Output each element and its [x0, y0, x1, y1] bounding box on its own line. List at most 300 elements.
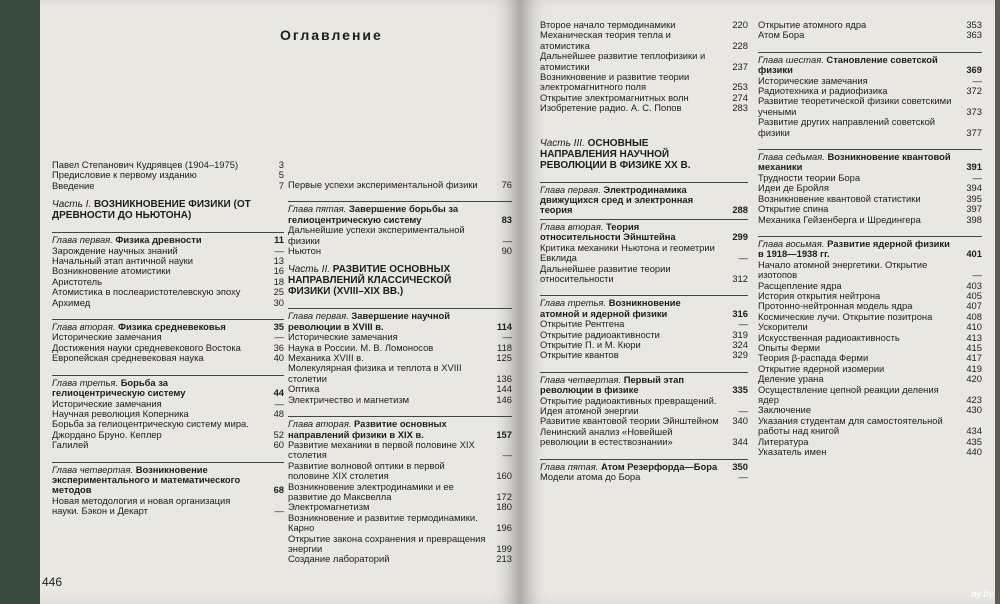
- toc-entry: [52, 440, 284, 450]
- toc-section-label: Глава вторая.: [52, 321, 119, 333]
- toc-entry: [540, 472, 748, 482]
- toc-section-label: Глава первая.: [540, 183, 604, 195]
- toc-entry-title: [540, 350, 722, 360]
- toc-entry-title: [540, 427, 722, 448]
- toc-entry-text: Открытие электромагнитных волн: [540, 91, 689, 103]
- toc-entry-title: [758, 152, 956, 173]
- toc-page-number: 319: [732, 328, 748, 340]
- toc-page-number: 335: [732, 384, 748, 396]
- toc-entry-text: Осуществление цепной реакции деления ядер: [758, 383, 939, 405]
- toc-page-number: 172: [496, 490, 512, 502]
- toc-page-number: 118: [497, 341, 512, 353]
- toc-page-number: 196: [496, 522, 512, 534]
- toc-entry-text: Физика древности: [115, 234, 202, 246]
- toc-entry-text: Деление урана: [758, 373, 824, 385]
- toc-entry: [288, 246, 512, 256]
- toc-entry-text: Электромагнетизм: [288, 501, 370, 513]
- toc-entry-text: Развитие других направлений советской физики: [758, 116, 936, 138]
- toc-entry-text: Теория относительности Эйнштейна: [540, 220, 676, 243]
- chapter-divider: [52, 232, 284, 233]
- toc-page-number: —: [738, 404, 748, 416]
- toc-chapter-heading: [52, 465, 284, 496]
- toc-page-number: 220: [732, 19, 748, 30]
- toc-entry-text: Начальный этап античной науки: [52, 255, 193, 267]
- toc-entry-text: Развитие волновой оптики в первой половине XIX столетия: [288, 459, 445, 482]
- toc-entry-title: [288, 482, 486, 503]
- toc-entry-title: [52, 440, 258, 450]
- toc-page-number: 403: [966, 279, 982, 291]
- toc-entry-text: Исторические замечания: [52, 331, 162, 343]
- toc-entry-title: [758, 96, 956, 117]
- toc-page-number: 160: [496, 470, 512, 482]
- toc-page-number: 30: [273, 296, 284, 308]
- toc-section-label: Глава третья.: [540, 297, 609, 309]
- toc-entry-text: Второе начало термодинамики: [540, 19, 676, 30]
- toc-section-label: Глава восьмая.: [758, 237, 828, 249]
- toc-page-number: 420: [966, 373, 982, 385]
- toc-page-number: 237: [732, 60, 748, 72]
- toc-entry-text: Научная революция Коперника: [52, 407, 189, 419]
- toc-entry-text: Развитие теоретической физики советскими учеными: [758, 95, 952, 117]
- toc-page-number: —: [972, 269, 982, 281]
- toc-entry: [288, 554, 512, 564]
- toc-page-number: 36: [273, 341, 284, 353]
- toc-entry-text: Павел Степанович Кудрявцев (1904–1975): [52, 159, 239, 170]
- toc-entry-title: [288, 440, 486, 461]
- toc-page-number: 435: [966, 435, 982, 447]
- toc-section-label: Глава третья.: [52, 376, 121, 388]
- toc-entry-text: Возникновение экспериментального и математического методов: [52, 463, 241, 496]
- toc-page-number: 394: [966, 182, 982, 194]
- toc-entry-text: Борьба за гелиоцентрическую систему: [52, 376, 186, 399]
- toc-entry-text: ВОЗНИКНОВЕНИЕ ФИЗИКИ (ОТ ДРЕВНОСТИ ДО НЬЮТОНА): [52, 199, 251, 222]
- toc-entry-text: Открытие радиоактивных превращений. Идея атомной энергии: [540, 394, 717, 416]
- toc-entry-text: Молекулярная физика и теплота в XVIII столетии: [288, 362, 462, 384]
- toc-entry-title: [758, 30, 956, 40]
- toc-entry-text: Аристотель: [52, 275, 103, 287]
- toc-entry-text: Механика XVIII в.: [288, 352, 364, 364]
- toc-page-number: 324: [732, 338, 748, 350]
- toc-entry-text: Открытие атомного ядра: [758, 19, 867, 30]
- toc-entry-title: [52, 419, 258, 440]
- toc-entry-title: [52, 353, 258, 363]
- toc-entry-title: [540, 298, 722, 319]
- toc-page-number: 60: [273, 439, 284, 451]
- toc-entry-text: Электричество и магнетизм: [288, 393, 410, 405]
- toc-entry-text: Развитие квантовой теории Эйнштейном: [540, 415, 719, 427]
- toc-section-label: Глава седьмая.: [758, 151, 828, 163]
- toc-entry-text: Развитие ядерной физики в 1918—1938 гг.: [758, 237, 950, 260]
- toc-entry-text: Ленинский анализ «Новейшей революции в естествознании»: [540, 425, 673, 448]
- toc-entry-text: Трудности теории Бора: [758, 171, 861, 183]
- toc-page-number: 52: [273, 428, 284, 440]
- toc-entry: [758, 117, 982, 138]
- watermark-text: ay.by: [970, 589, 994, 600]
- toc-entry-text: Исторические замечания: [288, 331, 398, 343]
- toc-page-number: 407: [966, 300, 982, 312]
- toc-page-number: 213: [496, 553, 512, 565]
- toc-entry-text: Открытие Рентгена: [540, 318, 625, 330]
- toc-chapter-heading: [288, 204, 512, 225]
- toc-page-number: 40: [273, 352, 284, 364]
- toc-entry-text: Открытие закона сохранения и превращения энергии: [288, 532, 486, 554]
- toc-page-number: —: [738, 471, 748, 482]
- toc-entry-text: Дальнейшее развитие теории относительности: [540, 262, 671, 284]
- toc-entry-title: [288, 180, 486, 190]
- toc-page-number: 5: [278, 169, 284, 181]
- spacer: [758, 138, 982, 146]
- toc-section-label: Глава четвертая.: [52, 463, 136, 475]
- toc-entry-text: Ньютон: [288, 245, 322, 257]
- toc-entry-title: [540, 222, 722, 243]
- toc-entry-text: Введение: [52, 179, 95, 191]
- toc-page-number: 408: [966, 310, 982, 322]
- chapter-divider: [540, 182, 748, 183]
- toc-column-4: [758, 20, 982, 457]
- toc-page-number: 410: [966, 321, 982, 333]
- toc-entry: [540, 396, 748, 417]
- toc-entry-title: [540, 264, 722, 285]
- toc-page-number: —: [274, 331, 284, 343]
- toc-part-heading: [540, 138, 748, 171]
- chapter-divider: [540, 219, 748, 220]
- toc-page-number: 44: [273, 387, 284, 399]
- toc-entry-title: [540, 51, 722, 72]
- toc-page-number: 395: [966, 192, 982, 204]
- spacer: [52, 364, 284, 372]
- toc-chapter-heading: [288, 311, 512, 332]
- toc-entry-text: Литература: [758, 435, 809, 447]
- toc-chapter-heading: [288, 419, 512, 440]
- toc-entry-text: Зарождение научных знаний: [52, 244, 178, 256]
- toc-entry-title: [288, 311, 486, 332]
- toc-page-number: 419: [966, 362, 982, 374]
- spacer: [288, 297, 512, 305]
- toc-entry: [758, 215, 982, 225]
- toc-entry-title: [288, 419, 486, 440]
- toc-page-number: 199: [496, 542, 512, 554]
- toc-entry-title: [758, 239, 956, 260]
- toc-page-number: 299: [732, 231, 748, 243]
- toc-entry-text: Открытие П. и М. Кюри: [540, 338, 641, 350]
- toc-entry-title: [758, 215, 956, 225]
- toc-entry-title: [758, 55, 956, 76]
- toc-entry: [758, 385, 982, 406]
- toc-page-number: 363: [966, 29, 982, 41]
- toc-part-heading: [288, 264, 512, 297]
- toc-page-number: 397: [966, 203, 982, 215]
- toc-entry-text: Атомистика в послеаристотелевскую эпоху: [52, 286, 241, 298]
- toc-chapter-heading: [540, 375, 748, 396]
- toc-chapter-heading: [758, 55, 982, 76]
- toc-entry-title: [288, 225, 486, 246]
- toc-entry-text: Предисловие к первому изданию: [52, 169, 197, 181]
- toc-page-number: 18: [273, 275, 284, 287]
- toc-entry-title: [288, 554, 486, 564]
- chapter-divider: [758, 52, 982, 53]
- toc-column-2: [288, 180, 512, 565]
- toc-section-label: Глава шестая.: [758, 53, 827, 65]
- toc-page-number: 350: [732, 460, 748, 472]
- toc-entry: [540, 243, 748, 264]
- toc-section-label: Глава пятая.: [540, 460, 601, 472]
- toc-page-number: 377: [966, 126, 982, 138]
- toc-page-number: 417: [966, 352, 982, 364]
- toc-entry-text: Механика Гейзенберга и Шредингера: [758, 213, 921, 225]
- toc-entry: [52, 496, 284, 517]
- toc-chapter-heading: [540, 222, 748, 243]
- right-page: [520, 0, 995, 604]
- toc-entry-title: [288, 461, 486, 482]
- toc-section-label: Глава пятая.: [288, 203, 349, 215]
- toc-page-number: —: [502, 331, 512, 343]
- toc-entry-title: [52, 465, 258, 496]
- toc-page-number: 146: [496, 393, 512, 405]
- toc-entry-title: [288, 395, 486, 405]
- toc-entry-text: Указатель имен: [758, 446, 827, 458]
- chapter-divider: [52, 375, 284, 376]
- toc-entry: [52, 181, 284, 191]
- toc-entry-text: Критика механики Ньютона и геометрии Евклида: [540, 241, 715, 264]
- toc-page-number: 83: [501, 213, 512, 225]
- toc-page-number: 253: [732, 81, 748, 93]
- toc-page-number: 398: [966, 213, 982, 225]
- toc-entry-text: Космические лучи. Открытие позитрона: [758, 310, 933, 322]
- toc-entry-text: Открытие квантов: [540, 349, 619, 361]
- toc-page-number: 274: [732, 91, 748, 103]
- toc-entry-text: Ускорители: [758, 321, 808, 333]
- toc-page-number: 90: [501, 245, 512, 257]
- toc-entry-text: Начало атомной энергетики. Открытие изотопов: [758, 258, 928, 281]
- toc-entry-text: Исторические замечания: [758, 74, 868, 86]
- toc-entry: [540, 350, 748, 360]
- toc-entry-text: Исторические замечания: [52, 397, 162, 409]
- toc-entry-title: [52, 496, 258, 517]
- toc-page-number: 228: [732, 39, 748, 51]
- toc-page-number: 68: [273, 484, 284, 496]
- toc-entry: [288, 482, 512, 503]
- spacer: [758, 41, 982, 49]
- toc-entry-text: Оптика: [288, 383, 320, 395]
- toc-entry-title: [52, 378, 258, 399]
- toc-entry: [758, 416, 982, 437]
- toc-entry-text: Открытие радиоактивности: [540, 328, 660, 340]
- toc-page-number: 11: [274, 234, 284, 246]
- toc-page-number: 180: [496, 501, 512, 513]
- toc-entry-title: [540, 243, 722, 264]
- toc-entry-text: Возникновение атомистики: [52, 265, 171, 277]
- toc-entry-title: [758, 447, 956, 457]
- toc-entry: [288, 225, 512, 246]
- chapter-divider: [52, 462, 284, 463]
- toc-entry-text: Электродинамика движущихся сред и электронная теория: [540, 183, 694, 216]
- page-number: 446: [42, 575, 63, 589]
- toc-section-label: Глава вторая.: [288, 418, 355, 430]
- toc-page-number: 136: [496, 372, 512, 384]
- toc-entry: [288, 395, 512, 405]
- toc-page-number: —: [972, 74, 982, 86]
- spacer: [540, 284, 748, 292]
- toc-entry-text: Опыты Ферми: [758, 341, 820, 353]
- toc-entry-text: Возникновение квантовой механики: [758, 151, 951, 173]
- toc-chapter-heading: [540, 185, 748, 216]
- toc-page-number: 48: [273, 407, 284, 419]
- toc-page-number: 144: [496, 383, 512, 395]
- toc-entry-text: Атом Бора: [758, 29, 805, 41]
- toc-entry: [52, 419, 284, 440]
- toc-entry: [288, 363, 512, 384]
- toc-page-number: 391: [966, 161, 982, 173]
- toc-page-number: 372: [966, 85, 982, 97]
- chapter-divider: [288, 308, 512, 309]
- toc-page-number: 430: [966, 404, 982, 416]
- toc-page-number: 405: [966, 289, 982, 301]
- chapter-divider: [758, 236, 982, 237]
- toc-section-label: Часть III.: [540, 137, 588, 149]
- toc-page-number: 329: [732, 349, 748, 361]
- spacer: [540, 114, 748, 122]
- toc-entry-text: Возникновение атомной и ядерной физики: [540, 297, 681, 319]
- toc-entry-title: [52, 298, 258, 308]
- toc-page-number: —: [274, 505, 284, 517]
- toc-page-number: 413: [966, 331, 982, 343]
- toc-entry-text: Атом Резерфорда—Бора: [601, 460, 718, 472]
- toc-entry-text: Завершение борьбы за гелиоцентрическую систему: [288, 203, 459, 225]
- toc-page-number: 13: [273, 255, 284, 267]
- toc-page-number: 3: [278, 159, 284, 170]
- toc-chapter-heading: [758, 239, 982, 260]
- toc-page-number: —: [274, 397, 284, 409]
- toc-entry-title: [288, 513, 486, 534]
- chapter-divider: [758, 149, 982, 150]
- toc-entry-text: Механическая теория тепла и атомистика: [540, 29, 671, 51]
- toc-entry-text: Достижения науки средневекового Востока: [52, 341, 241, 353]
- toc-entry-text: Модели атома до Бора: [540, 471, 641, 482]
- spacer: [52, 191, 284, 199]
- toc-page-number: —: [502, 449, 512, 461]
- toc-page-number: —: [502, 234, 512, 246]
- toc-page-number: 35: [273, 321, 284, 333]
- spacer: [52, 308, 284, 316]
- toc-entry-text: Развитие механики в первой половине XIX столетия: [288, 438, 475, 461]
- toc-entry-title: [288, 534, 486, 555]
- toc-entry-text: Изобретение радио. А. С. Попов: [540, 102, 682, 114]
- toc-section-label: Глава первая.: [288, 310, 352, 322]
- toc-page-number: 440: [966, 446, 982, 458]
- toc-entry-title: [540, 472, 722, 482]
- toc-page-number: 76: [501, 179, 512, 190]
- toc-entry-text: Галилей: [52, 439, 89, 451]
- toc-chapter-heading: [540, 298, 748, 319]
- toc-section-label: Часть II.: [288, 264, 333, 276]
- toc-entry: [288, 461, 512, 482]
- toc-entry: [540, 264, 748, 285]
- toc-entry-title: [758, 260, 956, 281]
- toc-entry: [540, 427, 748, 448]
- spacer: [288, 405, 512, 413]
- toc-column-1: [52, 160, 284, 517]
- toc-entry: [288, 440, 512, 461]
- toc-entry-title: [758, 385, 956, 406]
- toc-page-number: 423: [966, 394, 982, 405]
- toc-page-number: 415: [966, 341, 982, 353]
- toc-entry: [540, 30, 748, 51]
- toc-entry-title: [540, 72, 722, 93]
- spacer: [288, 256, 512, 264]
- toc-page-number: 16: [273, 265, 284, 277]
- toc-entry-text: Развитие основных направлений физики в XIX в.: [288, 418, 447, 440]
- toc-entry-text: Возникновение и развитие теории электромагнитного поля: [540, 71, 690, 93]
- toc-page-number: —: [738, 252, 748, 264]
- toc-entry-text: Указания студентам для самостоятельной работы над книгой: [758, 414, 943, 437]
- toc-entry-text: Физика средневековья: [118, 321, 226, 333]
- toc-column-3: [540, 20, 748, 482]
- spacer: [758, 225, 982, 233]
- toc-page-number: 369: [966, 64, 982, 76]
- toc-page-number: 316: [732, 307, 748, 319]
- toc-page-number: 401: [966, 248, 982, 260]
- toc-entry-title: [540, 375, 722, 396]
- toc-entry-title: [540, 138, 722, 171]
- toc-entry: [758, 260, 982, 281]
- spacer: [540, 448, 748, 456]
- toc-page-number: 7: [278, 179, 284, 191]
- toc-page-number: 434: [966, 425, 982, 437]
- page-heading: Оглавление: [280, 27, 383, 43]
- toc-page-number: 25: [273, 286, 284, 298]
- toc-entry-text: Идеи де Бройля: [758, 182, 829, 194]
- toc-section-label: Глава вторая.: [540, 220, 607, 232]
- toc-entry-title: [540, 30, 722, 51]
- toc-section-label: Глава четвертая.: [540, 373, 624, 385]
- toc-page-number: 373: [966, 105, 982, 117]
- toc-entry-text: ОСНОВНЫЕ НАПРАВЛЕНИЯ НАУЧНОЙ РЕВОЛЮЦИИ В ФИЗИКЕ XX В.: [540, 137, 691, 171]
- book-cover-edge: [0, 0, 40, 604]
- toc-entry-text: Открытие ядерной изомерии: [758, 362, 885, 374]
- spacer: [540, 130, 748, 138]
- toc-page-number: 340: [732, 415, 748, 427]
- toc-entry-text: Теория β-распада Ферми: [758, 352, 869, 364]
- toc-part-heading: [52, 199, 284, 221]
- toc-entry-text: РАЗВИТИЕ ОСНОВНЫХ НАПРАВЛЕНИЙ КЛАССИЧЕСКОЙ ФИЗИКИ (XVIII–XIX ВВ.): [288, 264, 452, 298]
- spacer: [540, 122, 748, 130]
- toc-entry-title: [52, 199, 258, 221]
- toc-entry: [288, 534, 512, 555]
- toc-page-number: 344: [732, 436, 748, 448]
- chapter-divider: [288, 416, 512, 417]
- toc-entry: [288, 180, 512, 190]
- toc-page-number: 283: [732, 102, 748, 114]
- toc-entry-text: Становление советской физики: [758, 53, 938, 76]
- toc-chapter-heading: [758, 152, 982, 173]
- chapter-divider: [540, 295, 748, 296]
- toc-entry-text: Возникновение квантовой статистики: [758, 192, 921, 204]
- toc-entry-title: [288, 264, 486, 297]
- toc-entry-title: [288, 246, 486, 256]
- left-page: [40, 0, 520, 604]
- toc-page-number: —: [972, 171, 982, 183]
- toc-entry-text: Борьба за гелиоцентрическую систему мира. Джордано Бруно. Кеплер: [52, 418, 249, 440]
- spacer: [52, 221, 284, 229]
- toc-entry-title: [758, 416, 956, 437]
- toc-page-number: —: [274, 244, 284, 256]
- toc-entry-text: Завершение научной революции в XVIII в.: [288, 310, 451, 332]
- toc-entry: [540, 51, 748, 72]
- toc-entry-text: Новая методология и новая организация науки. Бэкон и Декарт: [52, 494, 231, 517]
- spacer: [540, 361, 748, 369]
- toc-page-number: 312: [732, 272, 748, 284]
- toc-entry-text: Расщепление ядра: [758, 279, 842, 291]
